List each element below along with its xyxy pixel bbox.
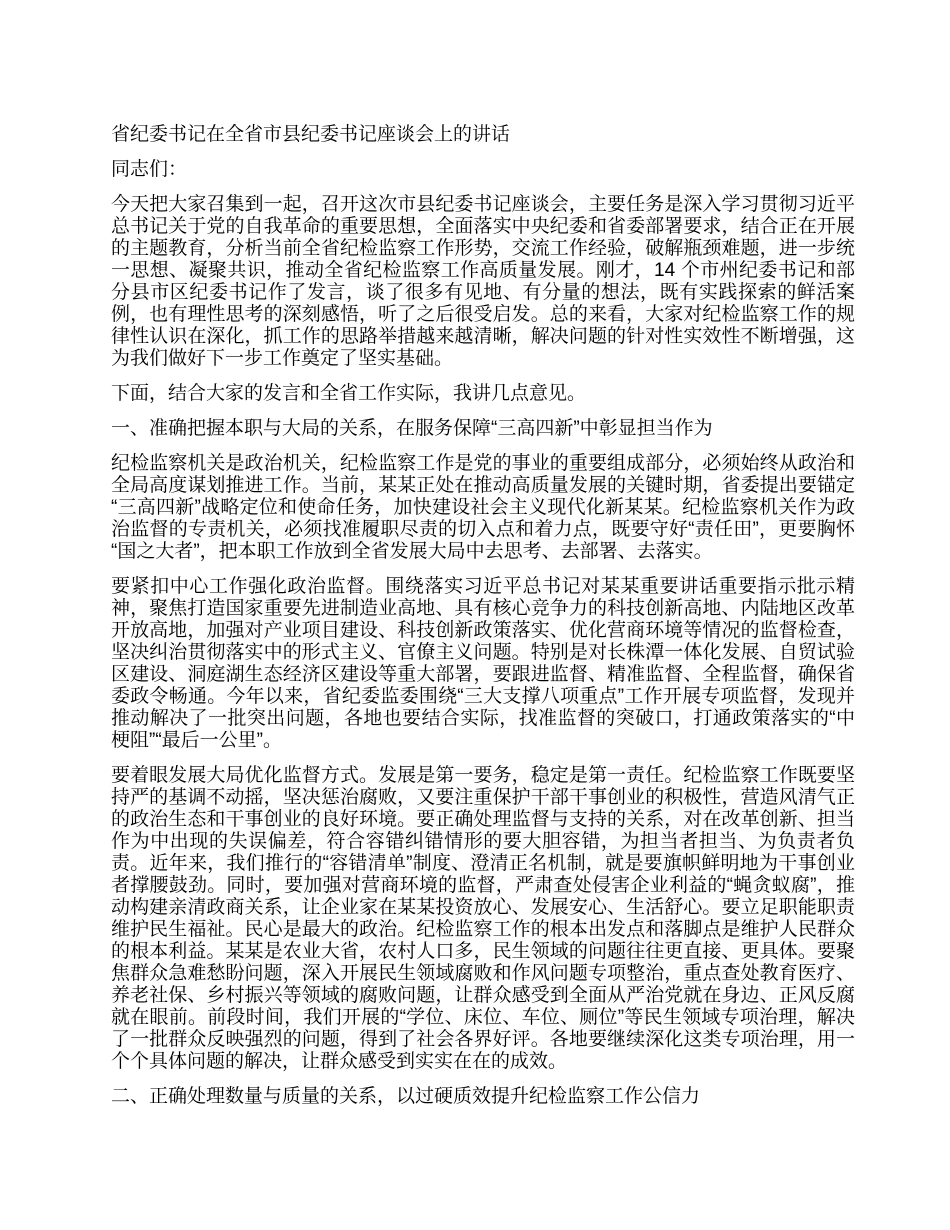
paragraph-section1-intro: 纪检监察机关是政治机关，纪检监察工作是党的事业的重要组成部分，必须始终从政治和全局高度谋划推进工作。当前，某某正处在推动高质量发展的关键时期，省委提出要锚定“三高四新”战略定位和使命任务，加快建设社会主义现代化新某某。纪检监察机关作为政治监督的专责机关，必须找准履职尽责的切入点和着力点，既要守好“责任田”，更要胸怀“国之大者”，把本职工作放到全省发展大局中去思考、去部署、去落实。 bbox=[111, 453, 855, 562]
paragraph-development-supervision: 要着眼发展大局优化监督方式。发展是第一要务，稳定是第一责任。纪检监察工作既要坚持严的基调不动摇，坚决惩治腐败，又要注重保护干部干事创业的积极性，营造风清气正的政治生态和干事创业的良好环境。要正确处理监督与支持的关系，对在改革创新、担当作为中出现的失误偏差，符合容错纠错情形的要大胆容错，为担当者担当、为负责者负责。近年来，我们推行的“容错清单”制度、澄清正名机制，就是要旗帜鲜明地为干事创业者撑腰鼓劲。同时，要加强对营商环境的监督，严肃查处侵害企业利益的“蝇贪蚁腐”，推动构建亲清政商关系，让企业家在某某投资放心、发展安心、生活舒心。要立足职能职责维护民生福祉。民心是最大的政治。纪检监察工作的根本出发点和落脚点是维护人民群众的根本利益。某某是农业大省，农村人口多，民生领域的问题往往更直接、更具体。要聚焦群众急难愁盼问题，深入开展民生领域腐败和作风问题专项整治，重点查处教育医疗、养老社保、乡村振兴等领域的腐败问题，让群众感受到全面从严治党就在身边、正风反腐就在眼前。前段时间，我们开展的“学位、床位、车位、厕位”等民生领域专项治理，解决了一批群众反映强烈的问题，得到了社会各界好评。各地要继续深化这类专项治理，用一个个具体问题的解决，让群众感受到实实在在的成效。 bbox=[111, 765, 855, 1072]
document-content bbox=[111, 124, 855, 1108]
paragraph-political-supervision: 要紧扣中心工作强化政治监督。围绕落实习近平总书记对某某重要讲话重要指示批示精神，聚焦打造国家重要先进制造业高地、具有核心竞争力的科技创新高地、内陆地区改革开放高地，加强对产业项目建设、科技创新政策落实、优化营商环境等情况的监督检查，坚决纠治贯彻落实中的形式主义、官僚主义问题。特别是对长株潭一体化发展、自贸试验区建设、洞庭湖生态经济区建设等重大部署，要跟进监督、精准监督、全程监督，确保省委政令畅通。今年以来，省纪委监委围绕“三大支撑八项重点”工作开展专项监督，发现并推动解决了一批突出问题，各地也要结合实际，找准监督的突破口，打通政策落实的“中梗阻”“最后一公里”。 bbox=[111, 576, 855, 751]
section-heading-2: 二、正确处理数量与质量的关系，以过硬质效提升纪检监察工作公信力 bbox=[111, 1086, 701, 1107]
paragraph-opening: 今天把大家召集到一起，召开这次市县纪委书记座谈会，主要任务是深入学习贯彻习近平总书记关于党的自我革命的重要思想，全面落实中央纪委和省委部署要求，结合正在开展的主题教育，分析当前全省纪检监察工作形势，交流工作经验，破解瓶颈难题，进一步统一思想、凝聚共识，推动全省纪检监察工作高质量发展。刚才，14 个市州纪委书记和部分县市区纪委书记作了发言，谈了很多有见地、有分量的想法，既有实践探索的鲜活案例，也有理性思考的深刻感悟，听了之后很受启发。总的来看，大家对纪检监察工作的规律性认识在深化，抓工作的思路举措越来越清晰，解决问题的针对性实效性不断增强，这为我们做好下一步工作奠定了坚实基础。 bbox=[111, 194, 855, 369]
document-title: 省纪委书记在全省市县纪委书记座谈会上的讲话 bbox=[111, 124, 511, 145]
section-heading-1: 一、准确把握本职与大局的关系，在服务保障“三高四新”中彰显担当作为 bbox=[111, 418, 713, 439]
paragraph-transition: 下面，结合大家的发言和全省工作实际，我讲几点意见。 bbox=[111, 383, 587, 404]
salutation: 同志们： bbox=[111, 159, 188, 180]
